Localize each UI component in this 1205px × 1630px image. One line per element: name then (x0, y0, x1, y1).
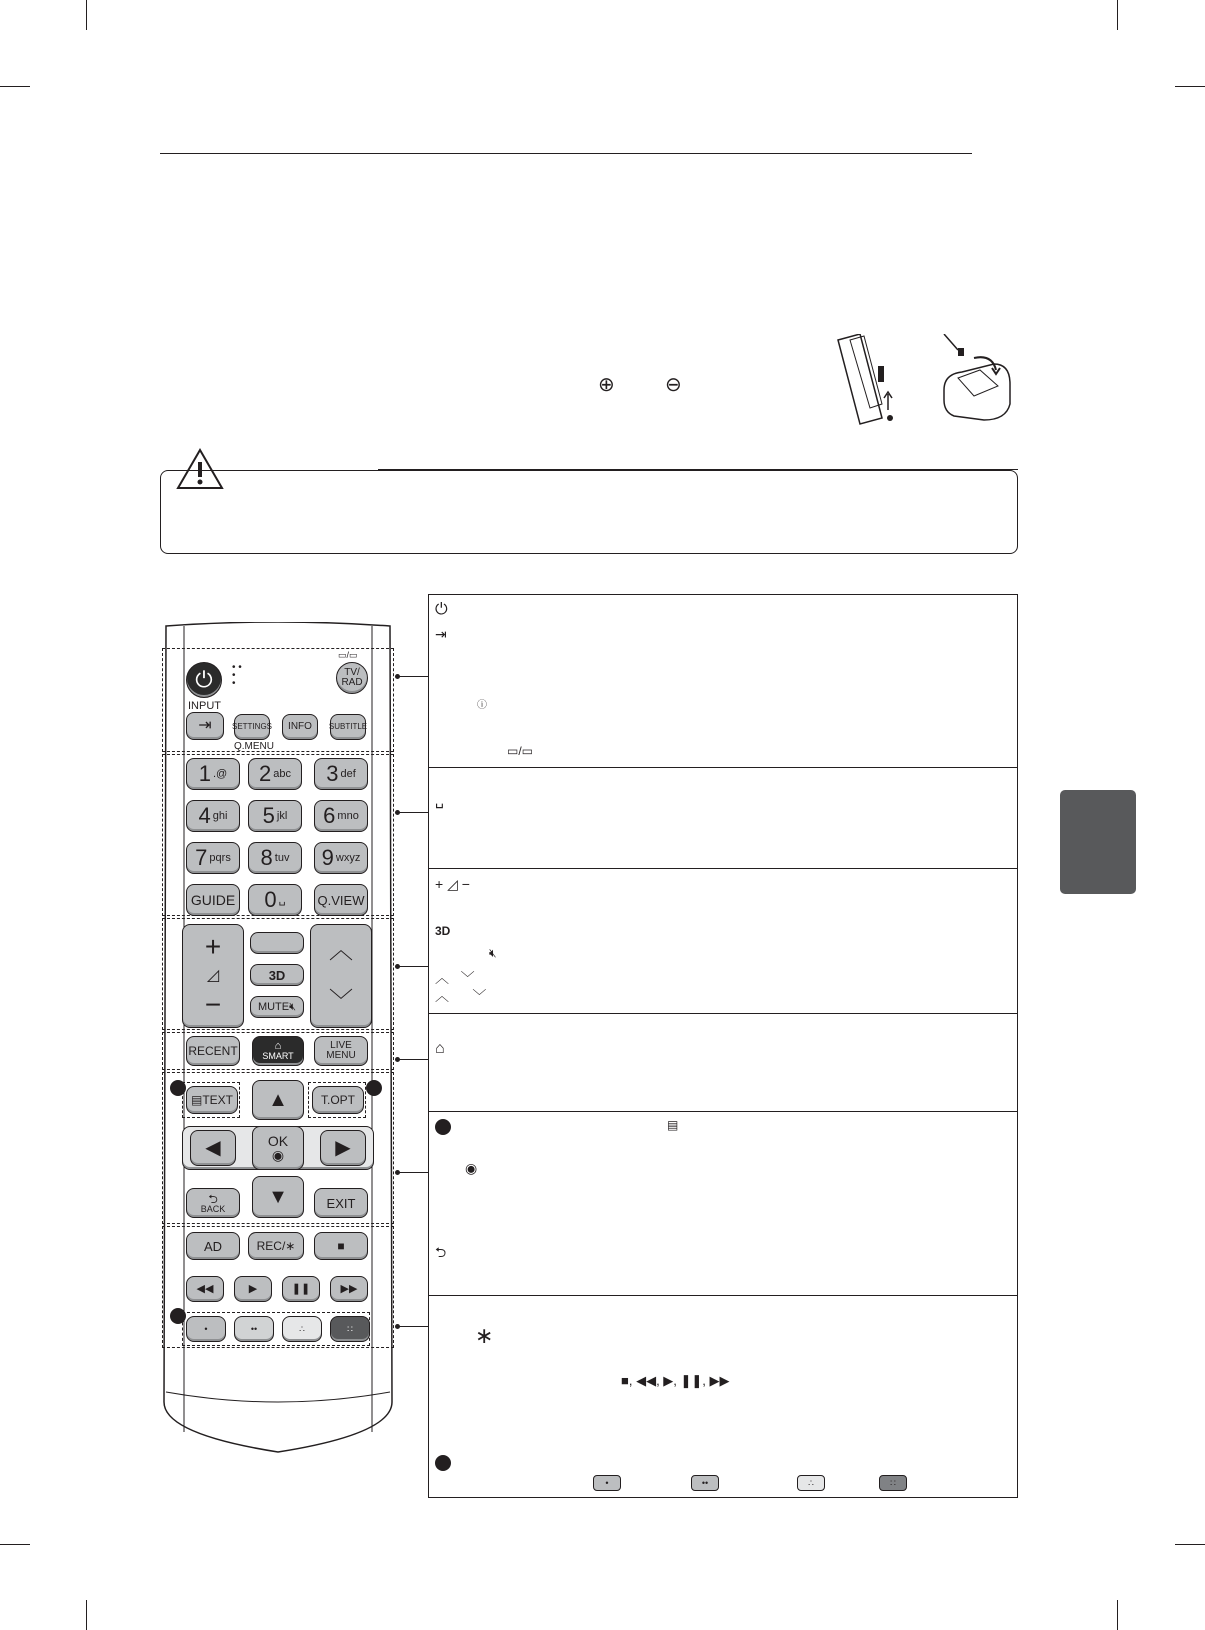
3d-button[interactable] (250, 964, 304, 986)
qview-label: Q.VIEW (317, 892, 365, 908)
settings-button[interactable] (232, 714, 273, 740)
playback-icons: ■, ◀◀, ▶, ❚❚, ▶▶ (621, 1373, 730, 1388)
remote-control (160, 622, 396, 1456)
3d-icon: 3D (435, 924, 451, 938)
yellow-button[interactable]: ∴ (282, 1316, 322, 1342)
number-digit: 1 (198, 761, 211, 786)
badge-2 (170, 1308, 186, 1324)
description-panel (428, 594, 1018, 1498)
nav-down-button[interactable]: ▼ (252, 1176, 304, 1218)
crop-mark (0, 1544, 30, 1545)
volume-icon: + ◿ − (435, 876, 470, 892)
separator (429, 1111, 1017, 1112)
crop-mark (1117, 0, 1118, 30)
pause-button[interactable]: ❚❚ (282, 1276, 320, 1302)
nav-up-button[interactable]: ▲ (252, 1080, 304, 1120)
back-label: BACK (200, 1203, 226, 1214)
number-key-8[interactable] (248, 842, 302, 874)
number-key-0[interactable] (248, 884, 302, 916)
topt-label: T.OPT (320, 1093, 355, 1107)
back-icon: ⮌ (208, 1191, 218, 1206)
ad-button[interactable] (186, 1232, 240, 1260)
mute-icon: 🔇︎ (289, 1000, 297, 1013)
text-label: TEXT (202, 1093, 233, 1107)
asterisk-icon: ∗ (475, 1323, 494, 1348)
green-key-icon: •• (691, 1475, 719, 1491)
number-digit: 6 (323, 803, 336, 828)
live-menu-label: LIVE MENU (326, 1040, 356, 1061)
leader-line (398, 1326, 428, 1327)
crop-mark (1175, 86, 1205, 87)
number-letters: jkl (276, 809, 288, 822)
number-letters: def (340, 767, 356, 780)
number-key-9[interactable] (314, 842, 368, 874)
leader-line (398, 812, 428, 813)
red-key-icon: • (593, 1475, 621, 1491)
home-icon: ⌂ (274, 1040, 282, 1052)
input-button[interactable]: ⇥ (186, 712, 224, 740)
number-key-6[interactable] (314, 800, 368, 832)
crop-mark (1117, 1600, 1118, 1630)
ok-icon: ◉ (271, 1147, 285, 1163)
separator (429, 1295, 1017, 1296)
separator (429, 868, 1017, 869)
volume-minus-icon: − (204, 989, 222, 1020)
number-letters: ghi (212, 809, 228, 822)
battery-minus-symbol: ⊖ (665, 374, 682, 396)
play-button[interactable]: ▶ (234, 1276, 272, 1302)
number-digit: 9 (321, 845, 334, 870)
stop-button[interactable]: ■ (314, 1232, 368, 1260)
crop-mark (86, 0, 87, 30)
crop-mark (1175, 1544, 1205, 1545)
ok-icon: ◉ (465, 1160, 478, 1176)
leader-line (398, 966, 428, 967)
badge-1b (366, 1080, 382, 1096)
number-letters: wxyz (335, 851, 361, 864)
power-icon: ⏻ (435, 601, 448, 618)
badge-1 (435, 1119, 451, 1135)
battery-cover-illustration (830, 334, 910, 426)
tv-radio-icon: ▭/▭ (507, 744, 534, 758)
number-letters: mno (337, 809, 359, 822)
3d-label: 3D (268, 967, 286, 983)
recent-button[interactable] (186, 1036, 240, 1066)
tv-rad-button[interactable] (336, 662, 368, 694)
rec-label: REC/∗ (256, 1239, 296, 1253)
exit-label: EXIT (326, 1195, 356, 1211)
blank-button[interactable] (250, 932, 304, 954)
guide-button[interactable] (186, 884, 240, 916)
number-digit: 5 (262, 803, 275, 828)
number-digit: 2 (259, 761, 272, 786)
leader-line (398, 1059, 428, 1060)
mute-label: MUTE (257, 1000, 290, 1013)
exit-button[interactable] (314, 1188, 368, 1218)
text-button[interactable] (186, 1086, 238, 1114)
fast-forward-button[interactable]: ▶▶ (330, 1276, 368, 1302)
number-key-3[interactable] (314, 758, 368, 790)
blue-button[interactable]: ∷ (330, 1316, 370, 1342)
settings-label: SETTINGS (232, 722, 273, 731)
separator (429, 767, 1017, 768)
number-letters: tuv (274, 851, 290, 864)
number-digit: 8 (260, 845, 273, 870)
page-updown-icon: ︿ ﹀ (435, 988, 487, 1004)
battery-slide-illustration (940, 334, 1014, 426)
ok-button[interactable] (252, 1126, 304, 1170)
ok-label: OK (267, 1133, 289, 1149)
number-letters: .@ (213, 767, 228, 780)
nav-right-button[interactable]: ▶ (320, 1130, 366, 1166)
number-letters: pqrs (209, 851, 231, 864)
number-digit: 4 (198, 803, 211, 828)
power-button[interactable]: ⏻ (186, 662, 222, 698)
volume-rocker[interactable] (182, 924, 244, 1028)
number-digit: 0 (264, 887, 277, 912)
number-digit: 7 (195, 845, 208, 870)
channel-rocker[interactable] (310, 924, 372, 1028)
subtitle-label: SUBTITLE (328, 722, 368, 731)
chevron-up-icon: ︿ (329, 936, 353, 964)
number-key-4[interactable] (186, 800, 240, 832)
separator (429, 1013, 1017, 1014)
qmenu-label: Q.MENU (234, 741, 274, 752)
back-icon: ⮌ (435, 1244, 447, 1260)
number-letters: abc (273, 767, 291, 780)
home-icon: ⌂ (435, 1040, 445, 1057)
leader-line (398, 676, 428, 677)
page-updown-icon: ︿ ﹀ (435, 970, 475, 986)
red-button[interactable]: • (186, 1316, 226, 1342)
number-key-1[interactable] (186, 758, 240, 790)
smart-button[interactable] (252, 1036, 304, 1066)
subtitle-button[interactable] (330, 714, 366, 740)
input-label: INPUT (188, 700, 221, 712)
guide-label: GUIDE (190, 892, 236, 908)
info-icon: ⓘ (477, 700, 487, 711)
dots-indicator: • • • • (232, 662, 242, 689)
green-button[interactable]: •• (234, 1316, 274, 1342)
number-digit: 3 (326, 761, 339, 786)
space-icon: ␣ (435, 792, 444, 808)
badge-1 (170, 1080, 186, 1096)
blue-key-icon: ∷ (879, 1475, 907, 1491)
mute-icon: 🔇︎ (489, 946, 497, 960)
number-key-7[interactable] (186, 842, 240, 874)
mute-button[interactable] (250, 996, 304, 1018)
recent-label: RECENT (188, 1044, 238, 1058)
volume-plus-icon: + (204, 931, 222, 962)
teletext-icon: ▤ (667, 1118, 679, 1132)
info-button[interactable] (282, 714, 318, 740)
topt-button[interactable] (312, 1086, 364, 1114)
crop-mark (0, 86, 30, 87)
back-button[interactable] (186, 1188, 240, 1218)
ad-label: AD (203, 1238, 223, 1254)
yellow-key-icon: ∴ (797, 1475, 825, 1491)
teletext-icon: ▤ (190, 1093, 203, 1107)
tv-rad-label: TV/ RAD (341, 667, 363, 688)
rec-button[interactable] (248, 1232, 304, 1260)
section-tab-marker (1060, 790, 1136, 894)
battery-plus-symbol: ⊕ (598, 374, 615, 396)
smart-label: SMART (262, 1051, 294, 1061)
number-key-5[interactable] (248, 800, 302, 832)
number-letters: ␣ (278, 893, 286, 906)
number-key-2[interactable] (248, 758, 302, 790)
nav-left-button[interactable]: ◀ (190, 1130, 236, 1166)
volume-icon: ◿ (206, 967, 220, 984)
input-icon: ⇥ (435, 626, 447, 642)
caution-box (160, 470, 1018, 554)
leader-line (398, 1172, 428, 1173)
crop-mark (86, 1600, 87, 1630)
rewind-button[interactable]: ◀◀ (186, 1276, 224, 1302)
chevron-down-icon: ﹀ (329, 987, 353, 1015)
live-menu-button[interactable] (314, 1036, 368, 1066)
header-rule (160, 153, 972, 154)
badge-2 (435, 1455, 451, 1471)
tv-radio-top-icon: ▭/▭ (338, 650, 358, 660)
info-label: INFO (288, 721, 312, 732)
qview-button[interactable] (314, 884, 368, 916)
